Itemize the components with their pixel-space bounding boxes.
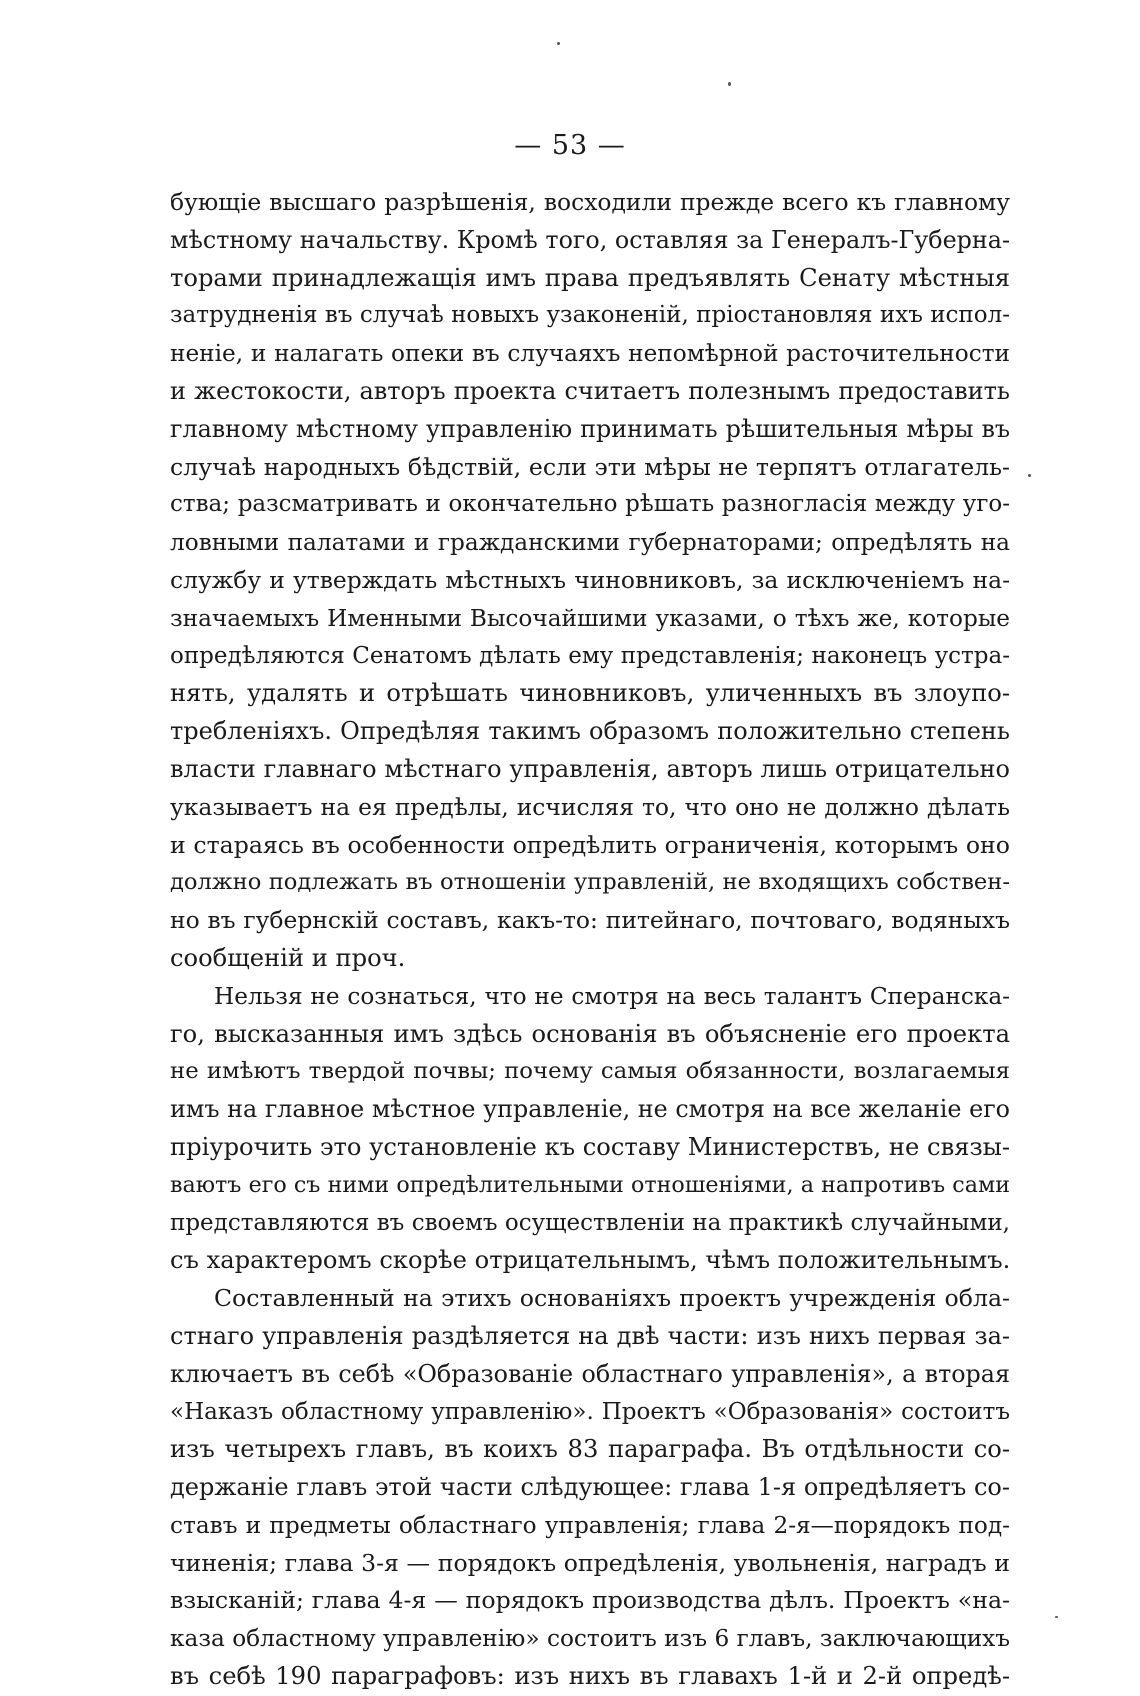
- text-line: опредѣляются Сенатомъ дѣлать ему представленія; наконецъ устра-: [170, 642, 1010, 669]
- text-line: представляются въ своемъ осуществленіи на практикѣ случайными,: [170, 1209, 1010, 1236]
- text-line: «Наказъ областному управленію». Проектъ «Образованія» состоитъ: [170, 1398, 1010, 1425]
- text-line: ства; разсматривать и окончательно рѣшать разногласія между уго-: [170, 491, 1010, 518]
- text-line: Составленный на этихъ основаніяхъ проектъ учрежденія обла-: [214, 1284, 1010, 1313]
- text-line: случаѣ народныхъ бѣдствій, если эти мѣры не терпятъ отлагатель-: [170, 452, 1010, 481]
- text-line: должно подлежать въ отношеніи управленій, не входящихъ собствен-: [170, 869, 1010, 896]
- text-line: ловными палатами и гражданскими губернаторами; опредѣлять на: [170, 529, 1010, 557]
- text-line: службу и утверждать мѣстныхъ чиновниковъ, за исключеніемъ на-: [170, 565, 1010, 594]
- text-line: ваютъ его съ ними опредѣлительными отношеніями, а напротивъ сами: [170, 1171, 1010, 1198]
- text-line: стнаго управленія раздѣляется на двѣ части: изъ нихъ первая за-: [170, 1321, 1010, 1350]
- text-line: мѣстному начальству. Кромѣ того, оставляя за Генералъ-Губерна-: [170, 225, 1010, 254]
- text-line: ставъ и предметы областнаго управленія; глава 2-я—порядокъ под-: [170, 1511, 1010, 1539]
- page-number: — 53 —: [514, 130, 626, 161]
- text-line: торами принадлежащія имъ права предъявлять Сенату мѣстныя: [170, 263, 1010, 292]
- text-line: бующіе высшаго разрѣшенія, восходили прежде всего къ главному: [170, 188, 1010, 216]
- ink-speck: [728, 82, 731, 86]
- text-line: не имѣютъ твердой почвы; почему самыя обязанности, возлагаемыя: [170, 1058, 1010, 1085]
- text-line: нять, удалять и отрѣшать чиновниковъ, уличенныхъ въ злоупо-: [170, 679, 1010, 708]
- text-line: ключаетъ въ себѣ «Образованіе областнаго управленія», а вторая: [170, 1359, 1010, 1388]
- text-line: сообщеній и проч.: [170, 943, 406, 972]
- text-line: изъ четырехъ главъ, въ коихъ 83 параграфа. Въ отдѣльности со-: [170, 1435, 1010, 1464]
- text-line: требленіяхъ. Опредѣляя такимъ образомъ положительно степень: [170, 717, 1010, 746]
- text-line: указываетъ на ея предѣлы, исчисляя то, что оно не должно дѣлать: [170, 792, 1010, 821]
- text-line: имъ на главное мѣстное управленіе, не смотря на все желаніе его: [170, 1095, 1010, 1124]
- ink-speck: [1055, 1616, 1058, 1618]
- text-line: значаемыхъ Именными Высочайшими указами, о тѣхъ же, которые: [170, 604, 1010, 632]
- text-line: въ себѣ 190 параграфовъ: изъ нихъ въ главахъ 1-й и 2-й опредѣ-: [170, 1662, 1010, 1691]
- text-line: пріурочить это установленіе къ составу Министерствъ, не связы-: [170, 1132, 1010, 1161]
- ink-speck: [557, 42, 560, 45]
- text-line: го, высказанныя имъ здѣсь основанія въ объясненіе его проекта: [170, 1019, 1010, 1048]
- text-line: главному мѣстному управленію принимать рѣшительныя мѣры въ: [170, 414, 1010, 443]
- text-line: съ характеромъ скорѣе отрицательнымъ, чѣмъ положительнымъ.: [170, 1246, 1010, 1275]
- text-line: чиненія; глава 3-я — порядокъ опредѣленія, увольненія, наградъ и: [170, 1548, 1010, 1577]
- text-line: взысканій; глава 4-я — порядокъ производства дѣлъ. Проектъ «на-: [170, 1586, 1010, 1615]
- text-line: и жестокости, авторъ проекта считаетъ полезнымъ предоставить: [170, 376, 1010, 405]
- text-line: власти главнаго мѣстнаго управленія, авторъ лишь отрицательно: [170, 754, 1010, 783]
- text-line: затрудненія въ случаѣ новыхъ узаконеній, пріостановляя ихъ испол-: [170, 302, 1010, 329]
- ink-speck: [1028, 474, 1031, 477]
- text-line: неніе, и налагать опеки въ случаяхъ непомѣрной расточительности: [170, 340, 1010, 368]
- text-line: но въ губернскій составъ, какъ-то: питейнаго, почтоваго, водяныхъ: [170, 906, 1010, 935]
- text-line: Нельзя не сознаться, что не смотря на весь талантъ Сперанска-: [214, 982, 1010, 1010]
- text-line: держаніе главъ этой части слѣдующее: глава 1-я опредѣляетъ со-: [170, 1473, 1010, 1502]
- text-line: и стараясь въ особенности опредѣлить ограниченія, которымъ оно: [170, 830, 1010, 859]
- text-line: каза областному управленію» состоитъ изъ 6 главъ, заключающихъ: [170, 1625, 1010, 1653]
- body-text: [170, 184, 1010, 1696]
